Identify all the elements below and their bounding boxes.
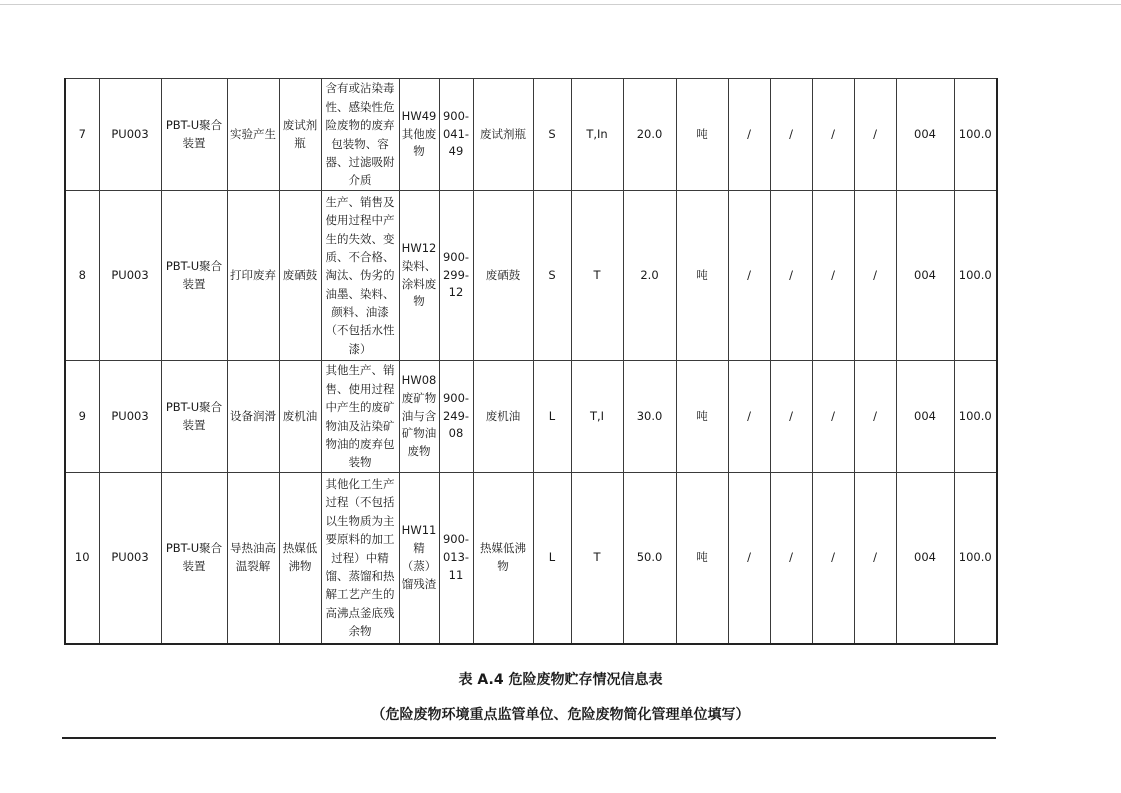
facility-code: PU003 <box>99 191 161 361</box>
harmful-component: 废硒鼓 <box>473 191 533 361</box>
waste-category: HW12染料、涂料废物 <box>399 191 439 361</box>
empty-cell-1: / <box>728 191 770 361</box>
process-source: 设备润滑 <box>227 361 279 473</box>
waste-name: 热媒低沸物 <box>279 473 321 644</box>
table-caption-subtitle: （危险废物环境重点监管单位、危险废物简化管理单位填写） <box>371 707 750 723</box>
storage-ratio: 100.0 <box>954 361 997 473</box>
waste-description: 含有或沾染毒性、感染性危险废物的废弃包装物、容器、过滤吸附介质 <box>321 79 399 191</box>
storage-ratio: 100.0 <box>954 79 997 191</box>
row-number: 9 <box>65 361 99 473</box>
empty-cell-4: / <box>854 361 896 473</box>
facility-name: PBT-U聚合装置 <box>161 473 227 644</box>
facility-code: PU003 <box>99 361 161 473</box>
storage-facility-code: 004 <box>896 79 954 191</box>
waste-name: 废试剂瓶 <box>279 79 321 191</box>
storage-amount: 2.0 <box>623 191 676 361</box>
table-row <box>65 191 997 361</box>
hazardous-waste-table-container <box>64 78 996 643</box>
empty-cell-1: / <box>728 361 770 473</box>
storage-amount: 20.0 <box>623 79 676 191</box>
empty-cell-2: / <box>770 473 812 644</box>
waste-name: 废硒鼓 <box>279 191 321 361</box>
storage-ratio: 100.0 <box>954 473 997 644</box>
table-row <box>65 473 997 644</box>
hazard-property: T <box>571 473 623 644</box>
storage-facility-code: 004 <box>896 361 954 473</box>
table-caption-title: 表 A.4 危险废物贮存情况信息表 <box>458 672 663 688</box>
storage-facility-code: 004 <box>896 191 954 361</box>
hazard-property: T,In <box>571 79 623 191</box>
harmful-component: 废试剂瓶 <box>473 79 533 191</box>
empty-cell-1: / <box>728 473 770 644</box>
physical-form: L <box>533 473 571 644</box>
storage-amount: 50.0 <box>623 473 676 644</box>
storage-ratio: 100.0 <box>954 191 997 361</box>
process-source: 实验产生 <box>227 79 279 191</box>
amount-unit: 吨 <box>676 79 728 191</box>
waste-code: 900-299-12 <box>439 191 473 361</box>
amount-unit: 吨 <box>676 473 728 644</box>
waste-description: 其他生产、销售、使用过程中产生的废矿物油及沾染矿物油的废弃包装物 <box>321 361 399 473</box>
empty-cell-4: / <box>854 79 896 191</box>
waste-name: 废机油 <box>279 361 321 473</box>
harmful-component: 热媒低沸物 <box>473 473 533 644</box>
amount-unit: 吨 <box>676 361 728 473</box>
facility-code: PU003 <box>99 473 161 644</box>
storage-facility-code: 004 <box>896 473 954 644</box>
facility-name: PBT-U聚合装置 <box>161 79 227 191</box>
hazardous-waste-table <box>64 78 998 645</box>
physical-form: S <box>533 79 571 191</box>
waste-code: 900-249-08 <box>439 361 473 473</box>
waste-description: 其他化工生产过程（不包括以生物质为主要原料的加工过程）中精馏、蒸馏和热解工艺产生的高沸点釜底残余物 <box>321 473 399 644</box>
empty-cell-3: / <box>812 361 854 473</box>
page-top-edge <box>0 4 1121 5</box>
empty-cell-2: / <box>770 361 812 473</box>
empty-cell-1: / <box>728 79 770 191</box>
process-source: 导热油高温裂解 <box>227 473 279 644</box>
table-row <box>65 79 997 191</box>
row-number: 8 <box>65 191 99 361</box>
empty-cell-3: / <box>812 473 854 644</box>
empty-cell-3: / <box>812 79 854 191</box>
empty-cell-4: / <box>854 473 896 644</box>
process-source: 打印废弃 <box>227 191 279 361</box>
waste-category: HW49其他废物 <box>399 79 439 191</box>
facility-name: PBT-U聚合装置 <box>161 191 227 361</box>
facility-code: PU003 <box>99 79 161 191</box>
empty-cell-2: / <box>770 191 812 361</box>
storage-amount: 30.0 <box>623 361 676 473</box>
hazard-property: T <box>571 191 623 361</box>
hazard-property: T,I <box>571 361 623 473</box>
waste-code: 900-013-11 <box>439 473 473 644</box>
physical-form: L <box>533 361 571 473</box>
waste-category: HW11精（蒸）馏残渣 <box>399 473 439 644</box>
table-row <box>65 361 997 473</box>
waste-description: 生产、销售及使用过程中产生的失效、变质、不合格、淘汰、伪劣的油墨、染料、颜料、油漆（不包括水性漆） <box>321 191 399 361</box>
row-number: 7 <box>65 79 99 191</box>
caption-divider <box>62 737 996 739</box>
harmful-component: 废机油 <box>473 361 533 473</box>
physical-form: S <box>533 191 571 361</box>
waste-code: 900-041-49 <box>439 79 473 191</box>
row-number: 10 <box>65 473 99 644</box>
waste-category: HW08废矿物油与含矿物油废物 <box>399 361 439 473</box>
empty-cell-3: / <box>812 191 854 361</box>
empty-cell-2: / <box>770 79 812 191</box>
facility-name: PBT-U聚合装置 <box>161 361 227 473</box>
empty-cell-4: / <box>854 191 896 361</box>
amount-unit: 吨 <box>676 191 728 361</box>
